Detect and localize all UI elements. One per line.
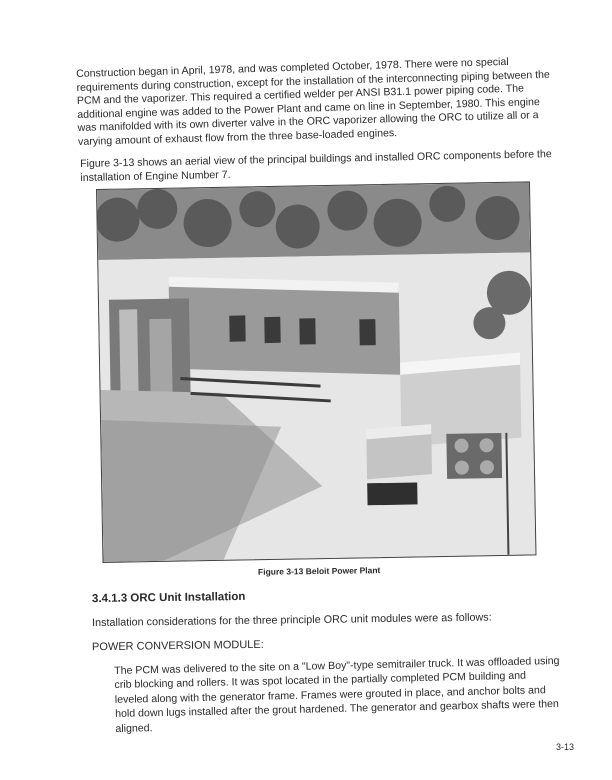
section-heading: 3.4.1.3 ORC Unit Installation (91, 590, 246, 606)
paragraph-pcm: The PCM was delivered to the site on a "Low Boy"-type semitrailer truck. It was offloaded using crib blocking and rollers. It was spot located in the partially completed PCM building and leveled along with the generator frame. Frames were grouted in place, and anchor bolts and hold down lugs installed after the grout hardened. The generator and gearbox shafts were then aligned. (114, 654, 560, 735)
page-number: 3-13 (556, 742, 575, 752)
section-intro: Installation considerations for the three principle ORC unit modules were as follows: (91, 611, 492, 630)
aerial-photo-illustration (97, 182, 535, 561)
paragraph-figure-reference: Figure 3-13 shows an aerial view of the principal buildings and installed ORC components before the installation of Engine Number 7. (80, 148, 552, 184)
figure-caption: Figure 3-13 Beloit Power Plant (257, 565, 381, 577)
paragraph-construction: Construction began in April, 1978, and was completed October, 1978. There were no special requirements during construction, except for the installation of the interconnecting piping between the PCM and the vaporizer. This required a certified welder per ANSI B31.1 power piping code. The additional engine was added to the Power Plant and came on line in September, 1980. This engine was manifolded with its own diverter valve in the ORC vaporizer allowing the ORC to utilize all or a varying amount of exhaust flow from the three base-loaded engines. (76, 55, 551, 148)
section-subheading: POWER CONVERSION MODULE: (91, 638, 264, 654)
aerial-photo-power-plant (96, 181, 536, 563)
